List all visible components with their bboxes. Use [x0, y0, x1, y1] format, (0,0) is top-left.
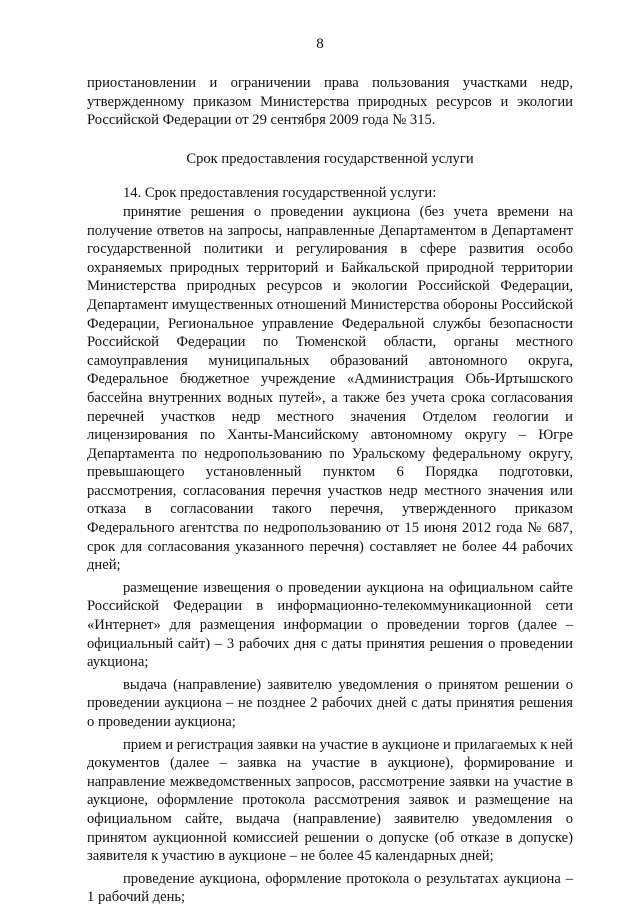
- paragraph-continuation: приостановлении и ограничении права пользования участками недр, утвержденному приказом Министерства природных ресурсов и экологии Российской Федерации от 29 сентября 2009 года № 315.: [87, 75, 573, 129]
- clause-14-title: 14. Срок предоставления государственной услуги:: [123, 185, 437, 202]
- paragraph-notification: выдача (направление) заявителю уведомления о принятом решении о проведении аукциона – не позднее 2 рабочих дней с даты принятия решения о проведении аукциона;: [87, 676, 573, 730]
- page-number: 8: [316, 36, 324, 52]
- section-heading: Срок предоставления государственной услуги: [186, 150, 474, 167]
- paragraph-notice: размещение извещения о проведении аукциона на официальном сайте Российской Федерации в информационно-телекоммуникационной сети «Интернет» для размещения информации о проведении торгов (далее – официальный сайт) – 3 рабочих дня с даты принятия решения о проведении аукциона;: [87, 579, 573, 671]
- paragraph-decision: принятие решения о проведении аукциона (без учета времени на получение ответов на запросы, направленные Департаментом в Департамент государственной политики и регулирования в сфере развития особо охраняемых природных территорий и Байкальской природной территории Министерства природных ресурсов и экологии Российской Федерации, Департамент имущественных отношений Министерства обороны Российской Федерации, Региональное управление Федеральной службы безопасности Российской Федерации по Тюменской области, органы местного самоуправления муниципальных образований автономного округа, Федеральное бюджетное учреждение «Администрация Обь-Иртышского бассейна внутренних водных путей», а также без учета срока согласования перечней участков недр местного значения Отделом геологии и лицензирования по Ханты-Мансийскому автономному округу – Югре Департамента по недропользованию по Уральскому федеральному округу, превышающего установленный пунктом 6 Порядка подготовки, рассмотрения, согласования перечня участков недр местного значения или отказа в согласовании такого перечня, утвержденного приказом Федерального агентства по недропользованию от 15 июня 2012 года № 687, срок для согласования указанного перечня) составляет не более 44 рабочих дней;: [87, 203, 573, 574]
- document-body: [87, 74, 573, 907]
- paragraph-auction: проведение аукциона, оформление протокола о результатах аукциона – 1 рабочий день;: [87, 870, 573, 906]
- paragraph-application: прием и регистрация заявки на участие в аукционе и прилагаемых к ней документов (далее – заявка на участие в аукционе), формирование и направление межведомственных запросов, рассмотрение заявки на участие в аукционе, оформление протокола рассмотрения заявок и размещение на официальном сайте, выдача (направление) заявителю уведомления о принятом аукционной комиссией решении о допуске (об отказе в допуске) заявителя к участию в аукционе – не более 45 календарных дней;: [87, 736, 573, 865]
